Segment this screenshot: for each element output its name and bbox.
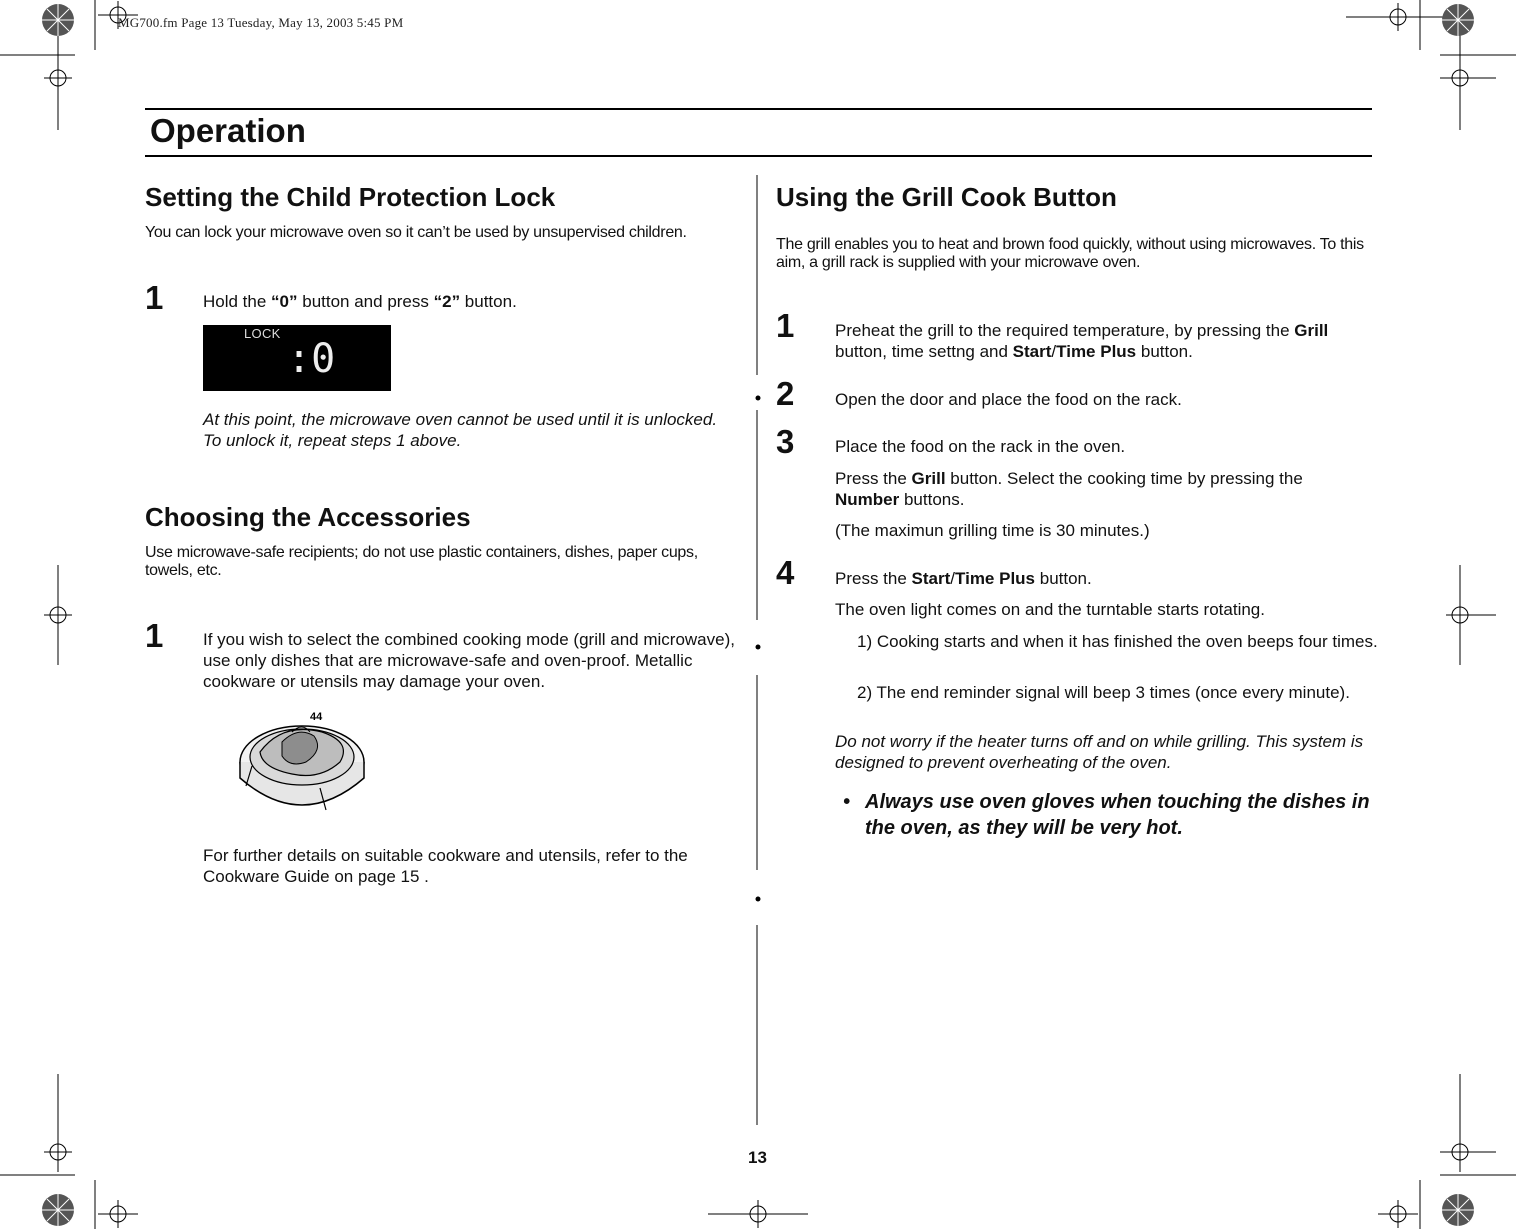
warning-bullet: • (843, 791, 851, 813)
grill-heading: Using the Grill Cook Button (776, 182, 1117, 212)
grill-step3-line2: Press the Grill button. Select the cooking time by pressing the Number buttons. (835, 469, 1303, 509)
grill-step1-text: Preheat the grill to the required temperature, by pressing the Grill button, time settng and Start/Time Plus button. (835, 321, 1329, 361)
page-number: 13 (748, 1148, 767, 1167)
grill-step2-number: 2 (776, 375, 795, 412)
accessories-heading: Choosing the Accessories (145, 502, 471, 532)
title-rule-bottom (145, 155, 1372, 157)
child-lock-step-text: Hold the “0” button and press “2” button. (203, 292, 517, 311)
grill-step4-text: Press the Start/Time Plus button. (835, 569, 1092, 588)
grill-step3-number: 3 (776, 423, 795, 460)
oven-gloves-warning: Always use oven gloves when touching the dishes in the oven, as they will be very hot. (865, 791, 1370, 839)
grill-intro: The grill enables you to heat and brown food quickly, without using microwaves. To this aim, a grill rack is supplied with your microwave oven. (776, 236, 1364, 271)
accessories-footer: For further details on suitable cookware and utensils, refer to the Cookware Guide on page 15 . (203, 846, 688, 886)
accessories-step-text: If you wish to select the combined cooking mode (grill and microwave), use only dishes that are microwave-safe and oven-proof. Metallic cookware or utensils may damage your oven. (203, 630, 735, 691)
child-lock-intro: You can lock your microwave oven so it can’t be used by unsupervised children. (145, 224, 687, 241)
accessories-intro: Use microwave-safe recipients; do not use plastic containers, dishes, paper cups, towels, etc. (145, 544, 698, 579)
lock-display-digits: :0 (287, 336, 336, 382)
page-title: Operation (150, 112, 306, 149)
file-stamp: MG700.fm Page 13 Tuesday, May 13, 2003 5:45 PM (118, 15, 404, 30)
lock-display-label: LOCK (244, 326, 281, 341)
grill-step4-sub2: 2) The end reminder signal will beep 3 times (once every minute). (857, 683, 1350, 702)
child-lock-note: At this point, the microwave oven cannot be used until it is unlocked. To unlock it, repeat steps 1 above. (203, 410, 718, 450)
grill-step2-text: Open the door and place the food on the rack. (835, 390, 1182, 409)
title-rule-top (145, 108, 1372, 110)
grill-step4-note: Do not worry if the heater turns off and on while grilling. This system is designed to prevent overheating of the oven. (835, 732, 1364, 772)
dish-illustration-label: 44 (310, 711, 323, 723)
child-lock-step-number: 1 (145, 279, 164, 316)
child-lock-heading: Setting the Child Protection Lock (145, 182, 556, 212)
cookware-dish-icon (232, 702, 372, 820)
grill-step4-sub1: 1) Cooking starts and when it has finished the oven beeps four times. (857, 632, 1378, 651)
grill-step4-line2: The oven light comes on and the turntable starts rotating. (835, 600, 1265, 619)
accessories-step-number: 1 (145, 617, 164, 654)
lock-display-panel (203, 325, 391, 391)
grill-step1-number: 1 (776, 307, 795, 344)
grill-step3-line1: Place the food on the rack in the oven. (835, 437, 1126, 456)
grill-step3-line3: (The maximun grilling time is 30 minutes.) (835, 521, 1150, 540)
grill-step4-number: 4 (776, 554, 795, 591)
